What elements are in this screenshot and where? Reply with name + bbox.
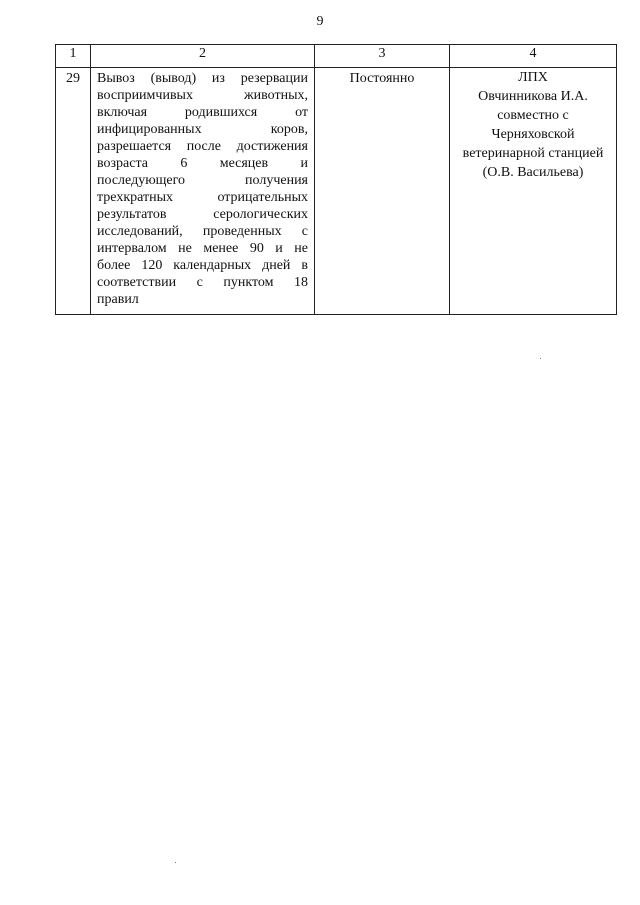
header-cell-3: 3 xyxy=(315,45,450,68)
scan-speck xyxy=(175,862,176,863)
description-line: Вывоз (вывод) из резервации xyxy=(97,71,308,86)
period-cell: Постоянно xyxy=(315,68,450,315)
row-number-cell: 29 xyxy=(56,68,91,315)
description-line: инфицированных коров, xyxy=(97,122,308,137)
description-line: результатов серологических xyxy=(97,207,308,222)
description-line: восприимчивых животных, xyxy=(97,88,308,103)
description-line: включая родившихся от xyxy=(97,105,308,120)
measures-table xyxy=(55,44,617,315)
description-line: соответствии с пунктом 18 xyxy=(97,275,308,290)
responsible-line: ЛПХ xyxy=(518,70,548,85)
table-row xyxy=(56,68,617,315)
description-line: возраста 6 месяцев и xyxy=(97,156,308,171)
responsible-line: совместно с xyxy=(497,108,569,123)
description-line: более 120 календарных дней в xyxy=(97,258,308,273)
table-header-row xyxy=(56,45,617,68)
responsible-line: Черняховской xyxy=(491,127,575,142)
responsible-line: (О.В. Васильева) xyxy=(482,165,584,180)
description-line: разрешается после достижения xyxy=(97,139,308,154)
description-line: правил xyxy=(97,292,139,307)
description-line: последующего получения xyxy=(97,173,308,188)
header-cell-2: 2 xyxy=(91,45,315,68)
header-cell-1: 1 xyxy=(56,45,91,68)
header-cell-4: 4 xyxy=(450,45,617,68)
responsible-line: Овчинникова И.А. xyxy=(478,89,588,104)
measure-description-cell xyxy=(91,68,315,315)
responsible-cell xyxy=(450,68,617,315)
description-line: интервалом не менее 90 и не xyxy=(97,241,308,256)
description-line: трехкратных отрицательных xyxy=(97,190,308,205)
description-line: исследований, проведенных с xyxy=(97,224,308,239)
scan-speck xyxy=(540,358,541,359)
responsible-line: ветеринарной станцией xyxy=(462,146,604,161)
page-number: 9 xyxy=(316,14,324,29)
